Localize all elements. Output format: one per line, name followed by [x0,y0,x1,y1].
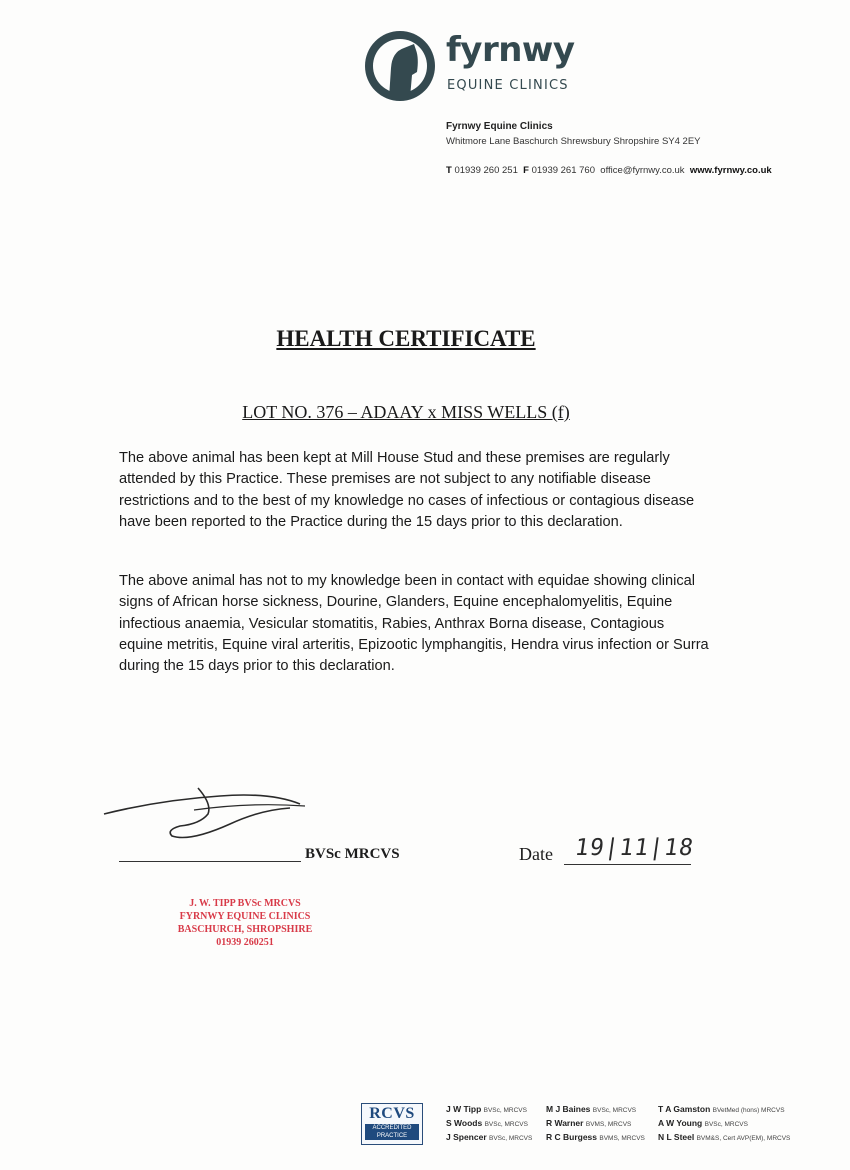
date-value: 19|11|18 [573,835,696,861]
email-link[interactable]: office@fyrnwy.co.uk [600,165,685,176]
staff-entry: R C Burgess BVMS, MRCVS [546,1132,645,1142]
lot-line: LOT NO. 376 – ADAAY x MISS WELLS (f) [242,402,570,422]
fax-number: 01939 261 760 [531,165,595,176]
date-label: Date [519,844,553,864]
staff-entry: J W Tipp BVSc, MRCVS [446,1104,527,1114]
certificate-title: HEALTH CERTIFICATE [276,326,536,351]
signatory-qualification: BVSc MRCVS [305,846,400,862]
tel-number: 01939 260 251 [454,165,518,176]
signature-line [119,861,301,862]
stamp-line: J. W. TIPP BVSc MRCVS [189,898,301,909]
handwritten-signature [100,780,330,860]
stamp-line: FYRNWY EQUINE CLINICS [179,911,311,922]
declaration-paragraph-1: The above animal has been kept at Mill House Stud and these premises are regularly attended by this Practice. These premises are not subject to any notifiable disease restrictions and to the best of my knowledge no cases of infectious or contagious disease have been reported to the Practice during the 15 days prior to this declaration. [119,450,695,530]
staff-entry: A W Young BVSc, MRCVS [658,1118,748,1128]
practice-stamp [160,897,330,949]
brand-name: fyrnwy [446,30,575,70]
staff-entry: T A Gamston BVetMed (hons) MRCVS [658,1104,785,1114]
practice-name: Fyrnwy Equine Clinics [446,121,553,132]
staff-entry: S Woods BVSc, MRCVS [446,1118,528,1128]
practice-address: Whitmore Lane Baschurch Shrewsbury Shropshire SY4 2EY [446,136,701,147]
website-link[interactable]: www.fyrnwy.co.uk [689,165,772,176]
tel-label: T [446,165,452,176]
staff-entry: M J Baines BVSc, MRCVS [546,1104,637,1114]
date-line [564,864,691,865]
stamp-line: 01939 260251 [216,937,274,948]
stamp-line: BASCHURCH, SHROPSHIRE [177,924,313,935]
contact-line [446,165,772,176]
staff-entry: N L Steel BVM&S, Cert AVP(EM), MRCVS [658,1132,791,1142]
staff-entry: R Warner BVMS, MRCVS [546,1118,632,1128]
rcvs-accreditation-badge [361,1103,423,1145]
rcvs-word: RCVS [369,1105,415,1122]
declaration-paragraph-2: The above animal has not to my knowledge been in contact with equidae showing clinical signs of African horse sickness, Dourine, Glanders, Equine encephalomyelitis, Equine infectious anaemia, Vesicular stomatitis, Rabies, Anthrax Borna disease, Contagious equine metritis, Equine viral arteritis, Epizootic lymphangitis, Hendra virus infection or Surra during the 15 days prior to this declaration. [119,573,709,675]
rcvs-band: ACCREDITED PRACTICE [365,1124,419,1140]
fyrnwy-logo-icon [362,28,438,104]
fax-label: F [523,165,529,176]
staff-entry: J Spencer BVSc, MRCVS [446,1132,533,1142]
brand-subtitle: EQUINE CLINICS [447,78,569,93]
